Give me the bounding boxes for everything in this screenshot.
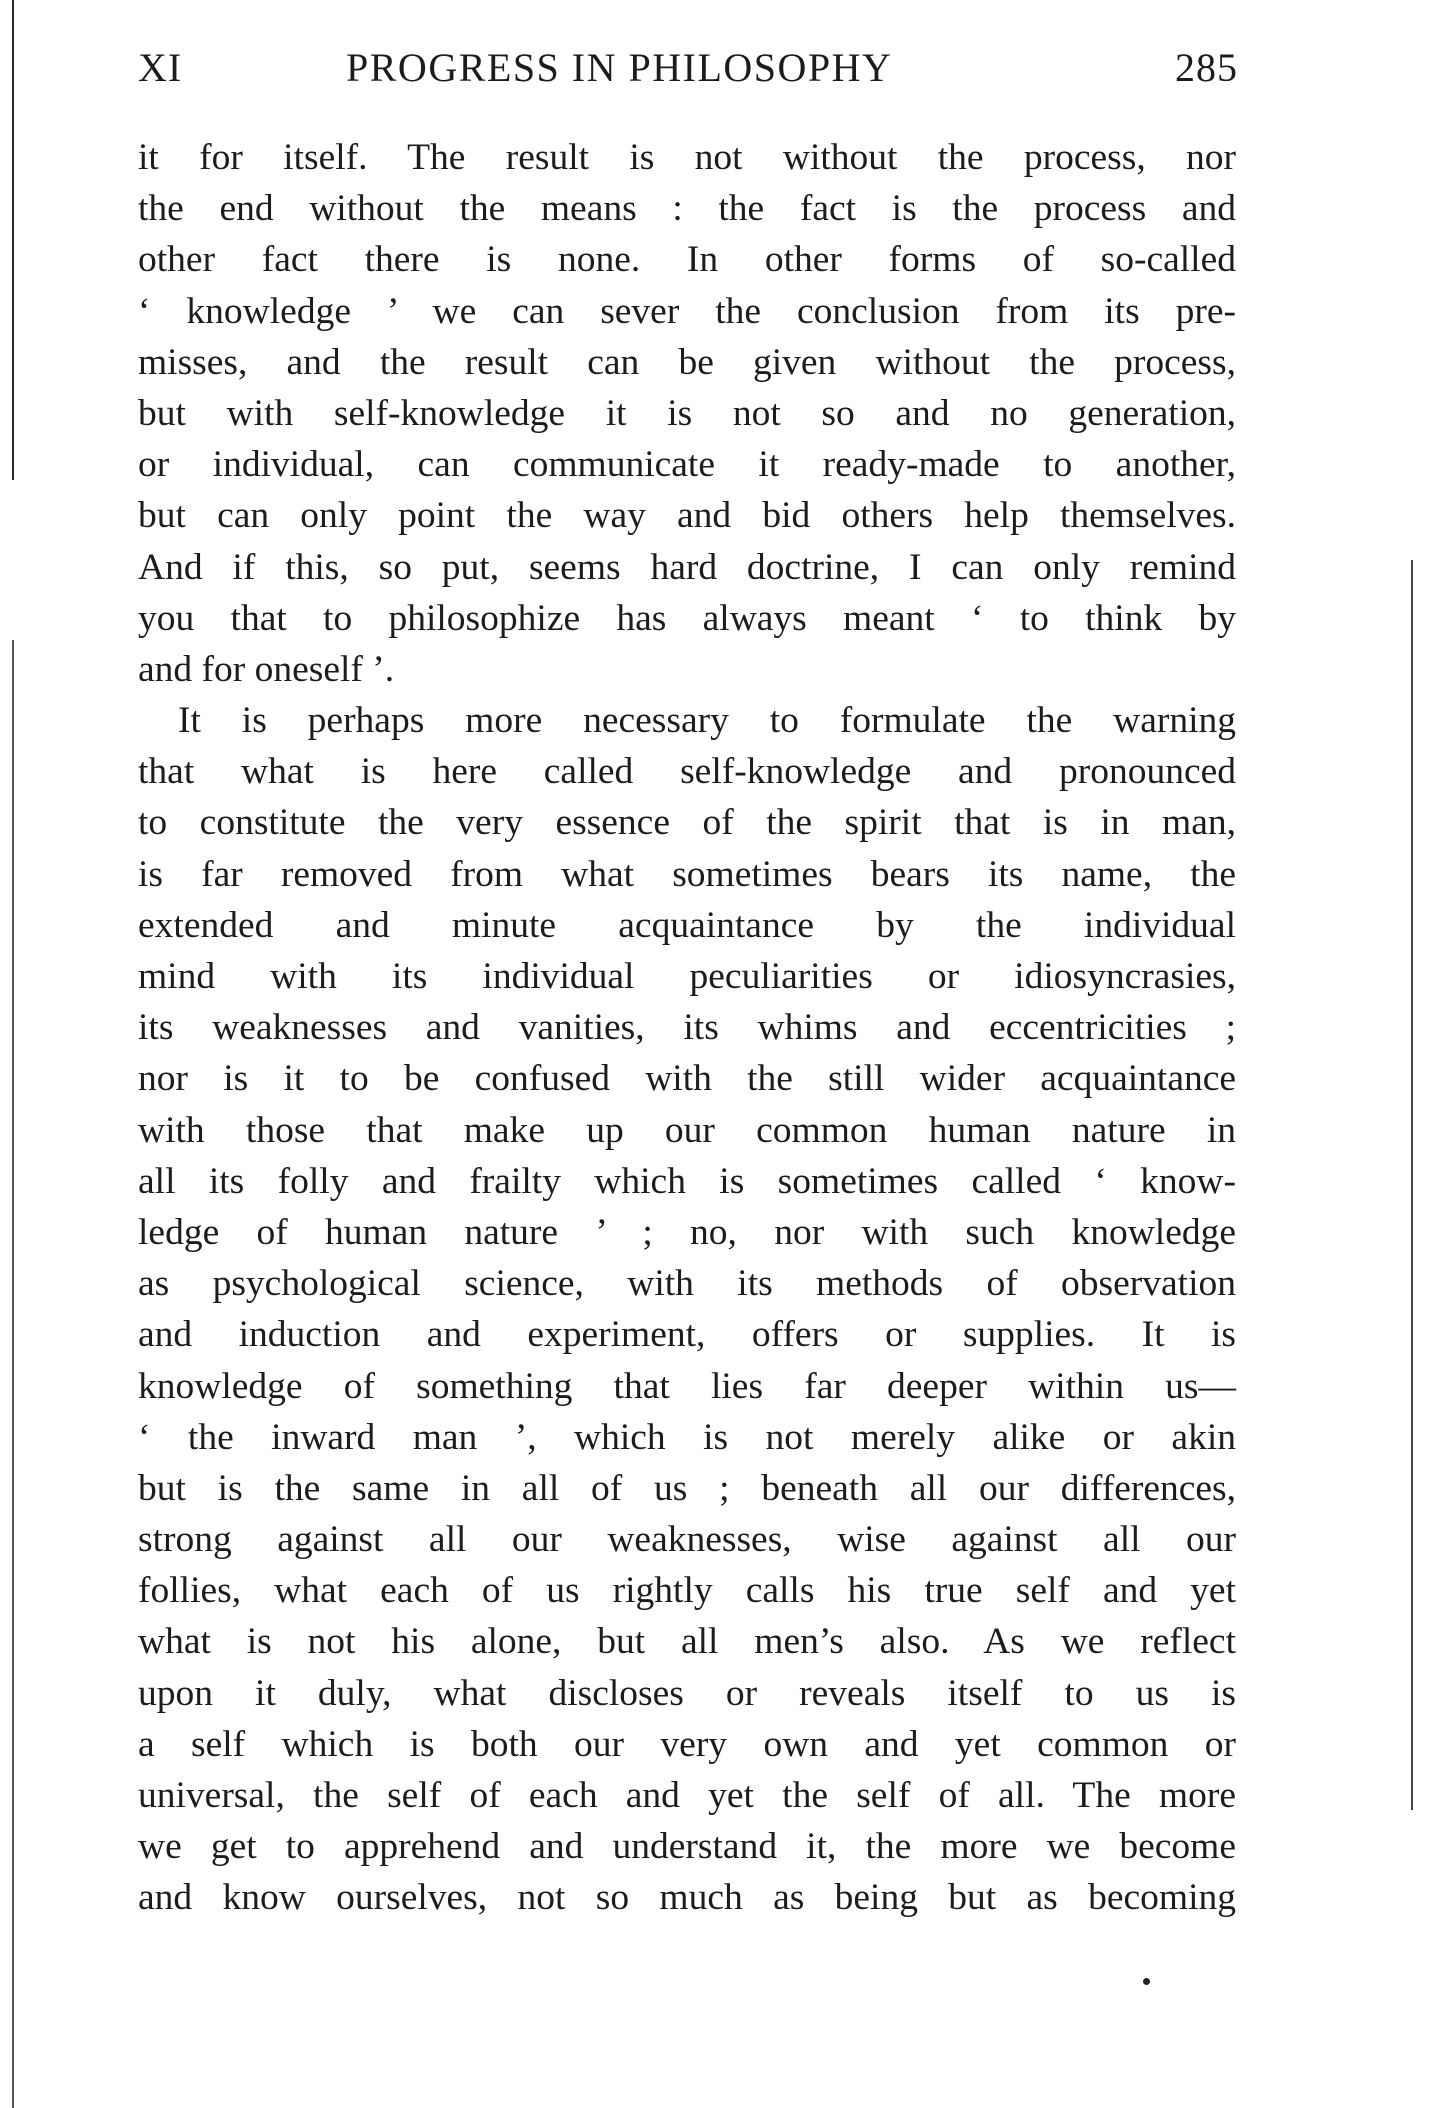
body-text (138, 132, 1236, 1924)
scan-edge-line (12, 0, 14, 480)
text-line: strong against all our weaknesses, wise against all our (138, 1519, 1236, 1561)
text-line: but with self-knowledge it is not so and no generation, (138, 392, 1236, 434)
text-line: or individual, can communicate it ready-made to another, (138, 444, 1236, 486)
text-line: universal, the self of each and yet the self of all. The more (138, 1775, 1236, 1816)
text-line: a self which is both our very own and yet common or (138, 1723, 1236, 1765)
text-line: other fact there is none. In other forms of so-called (138, 239, 1236, 281)
text-line: nor is it to be confused with the still wider acquaintance (138, 1058, 1236, 1100)
text-line: upon it duly, what discloses or reveals itself to us is (138, 1672, 1236, 1714)
text-line: is far removed from what sometimes bears its name, the (138, 853, 1236, 895)
paragraph-end-line: and for oneself ’. (138, 648, 395, 690)
text-line: but is the same in all of us ; beneath all our differences, (138, 1467, 1236, 1509)
running-header (138, 44, 1238, 104)
running-title: PROGRESS IN PHILOSOPHY (346, 45, 893, 90)
text-line: the end without the means : the fact is the process and (138, 188, 1236, 230)
text-line: that what is here called self-knowledge and pronounced (138, 751, 1236, 793)
text-line: ‘ knowledge ’ we can sever the conclusion from its pre- (138, 290, 1236, 332)
text-line: we get to apprehend and understand it, the more we become (138, 1826, 1236, 1868)
text-line: with those that make up our common human nature in (138, 1109, 1236, 1151)
text-line: as psychological science, with its methods of observation (138, 1263, 1236, 1305)
text-line: to constitute the very essence of the spirit that is in man, (138, 802, 1236, 844)
scan-edge-line-lower (12, 640, 14, 2108)
text-line: ‘ the inward man ’, which is not merely alike or akin (138, 1416, 1236, 1458)
text-line: misses, and the result can be given without the process, (138, 341, 1236, 383)
text-line: it for itself. The result is not without the process, nor (138, 137, 1236, 178)
text-line: extended and minute acquaintance by the individual (138, 904, 1236, 946)
text-line: what is not his alone, but all men’s also. As we reflect (138, 1621, 1236, 1663)
text-line: mind with its individual peculiarities or idiosyncrasies, (138, 956, 1236, 997)
text-line: follies, what each of us rightly calls his true self and yet (138, 1570, 1236, 1612)
text-line: and induction and experiment, offers or supplies. It is (138, 1314, 1236, 1356)
text-line: and know ourselves, not so much as being but as becoming (138, 1877, 1236, 1919)
text-line: And if this, so put, seems hard doctrine, I can only remind (138, 546, 1236, 588)
scan-edge-line-right (1411, 560, 1413, 1810)
page-number: 285 (1175, 45, 1238, 90)
text-line: but can only point the way and bid others help themselves. (138, 495, 1236, 537)
text-line: all its folly and frailty which is sometimes called ‘ know- (138, 1160, 1236, 1202)
text-line: its weaknesses and vanities, its whims and eccentricities ; (138, 1007, 1236, 1049)
ink-speck (1143, 1978, 1150, 1985)
paragraph-start-line: It is perhaps more necessary to formulate the warning (178, 700, 1236, 742)
chapter-number: XI (138, 45, 183, 90)
text-line: ledge of human nature ’ ; no, nor with such knowledge (138, 1211, 1236, 1253)
text-line: knowledge of something that lies far deeper within us— (138, 1365, 1236, 1407)
text-line: you that to philosophize has always meant ‘ to think by (138, 597, 1236, 639)
